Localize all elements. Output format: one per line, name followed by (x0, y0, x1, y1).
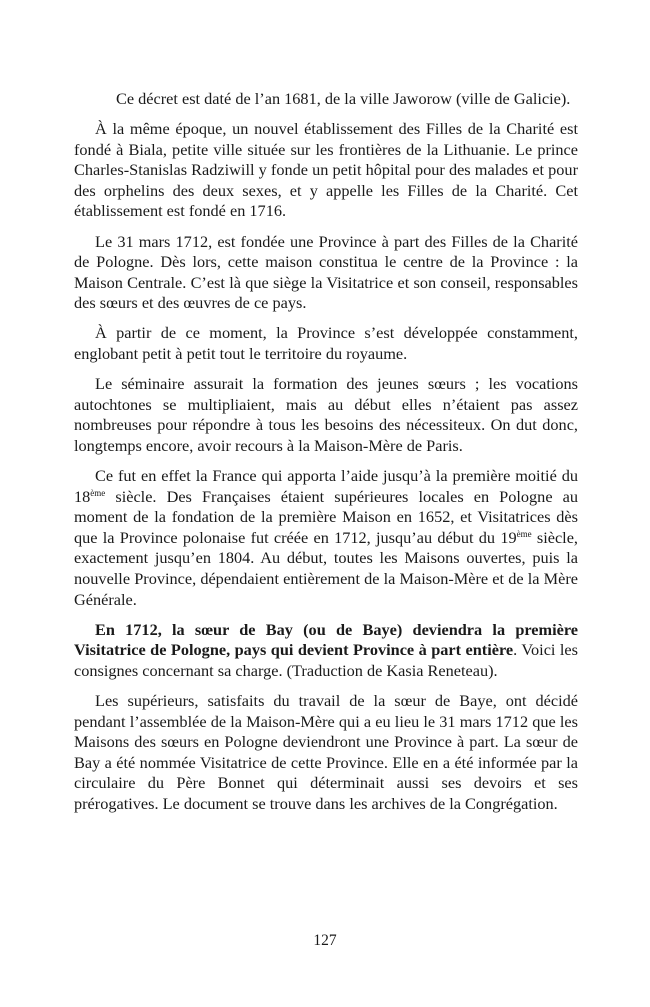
text-segment: siècle, exactement jusqu’en 1804. Au début, toutes les Maisons ouvertes, puis la nouvelle Province, dépendaient entièrement de la Maison-Mère et de la Mère Générale. (74, 527, 579, 609)
superscript: ème (516, 528, 532, 539)
text-segment: Ce fut en effet la France qui apporta l’aide jusqu’à la première moitié du 18 (74, 466, 578, 506)
paragraph-seminary: Le séminaire assurait la formation des jeunes sœurs ; les vocations autochtones se multipliaient, mais au début elles n’étaient pas assez nombreuses pour répondre à tous les besoins des nécessiteux. On dut donc, longtemps encore, avoir recours à la Maison-Mère de Paris. (74, 374, 578, 455)
paragraph-biala-foundation: À la même époque, un nouvel établissement des Filles de la Charité est fondé à Biala, petite ville située sur les frontières de la Lithuanie. Le prince Charles-Stanislas Radziwill y fonde un petit hôpital pour des malades et pour des orphelins des deux sexes, et y appelle les Filles de la Charité. Cet établissement est fondé en 1716. (74, 119, 578, 221)
page-body (74, 89, 578, 824)
page-number: 127 (313, 932, 337, 949)
text-segment: siècle. Des Françaises étaient supérieures locales en Pologne au moment de la fondation de la première Maison en 1652, et Visitatrices dès que la Province polonaise fut créée en 1712, jusqu’au début du 19 (74, 486, 578, 547)
text-segment: . Voici les consignes concernant sa charge. (Traduction de Kasia Reneteau). (74, 640, 578, 680)
superscript: ème (90, 487, 106, 498)
paragraph-province-development: À partir de ce moment, la Province s’est développée constamment, englobant petit à petit tout le territoire du royaume. (74, 323, 578, 364)
paragraph-france-aid (74, 466, 578, 610)
quoted-paragraph: Ce décret est daté de l’an 1681, de la ville Jaworow (ville de Galicie). (116, 89, 571, 108)
paragraph-soeur-de-bay (74, 620, 578, 682)
bold-statement: En 1712, la sœur de Bay (ou de Baye) deviendra la première Visitatrice de Pologne, pays qui devient Province à part entière (74, 619, 578, 660)
paragraph-province-founded: Le 31 mars 1712, est fondée une Province à part des Filles de la Charité de Pologne. Dès lors, cette maison constitua le centre de la Province : la Maison Centrale. C’est là que siège la Visitatrice et son conseil, responsables des sœurs et des œuvres de ce pays. (74, 231, 578, 313)
paragraph-superiors-decision: Les supérieurs, satisfaits du travail de la sœur de Baye, ont décidé pendant l’assemblée de la Maison-Mère qui a eu lieu le 31 mars 1712 que les Maisons des sœurs en Pologne deviendront une Province à part. La sœur de Bay a été nommée Visitatrice de cette Province. Elle en a été informée par la circulaire du Père Bonnet qui déterminait aussi ses devoirs et ses prérogatives. Le document se trouve dans les archives de la Congrégation. (74, 690, 578, 813)
